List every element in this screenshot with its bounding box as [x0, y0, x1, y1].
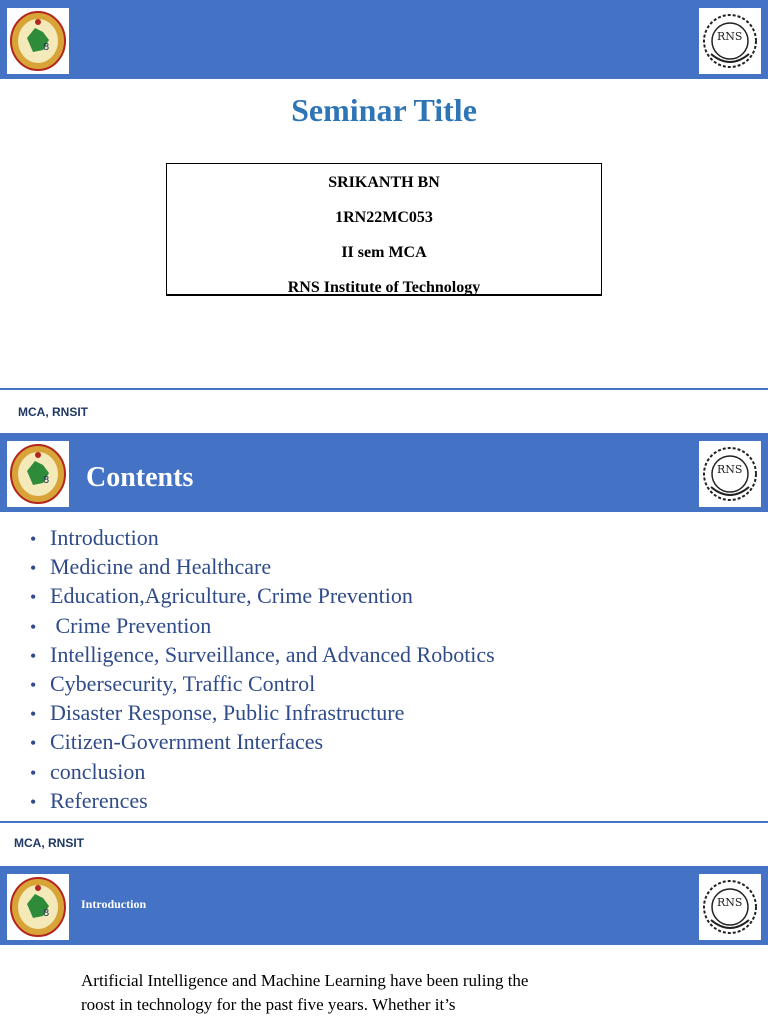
- body-line: roost in technology for the past five years. Whether it’s: [81, 995, 456, 1014]
- author-info-box: [166, 163, 602, 296]
- slide2-banner: [0, 433, 768, 512]
- bullet-icon: •: [30, 674, 37, 695]
- karnataka-emblem-icon: [7, 8, 69, 74]
- list-item: • Education,Agriculture, Crime Prevention: [30, 581, 495, 610]
- svg-text:8: 8: [43, 475, 50, 486]
- svg-text:8: 8: [43, 908, 50, 919]
- slide3-banner: [0, 866, 768, 945]
- slide1-footer: MCA, RNSIT: [18, 405, 88, 419]
- rns-logo-text: RNS: [717, 463, 743, 476]
- body-line: Artificial Intelligence and Machine Learning have been ruling the: [81, 971, 529, 990]
- rns-logo-text: RNS: [717, 30, 743, 43]
- list-item: • conclusion: [30, 757, 495, 786]
- introduction-body: [81, 969, 701, 1017]
- list-item: • Intelligence, Surveillance, and Advanced Robotics: [30, 640, 495, 669]
- list-item: • References: [30, 786, 495, 815]
- list-item: • Disaster Response, Public Infrastructure: [30, 698, 495, 727]
- karnataka-emblem-icon: [7, 874, 69, 940]
- contents-list: [30, 523, 495, 815]
- svg-text:8: 8: [43, 42, 50, 53]
- introduction-title: Introduction: [81, 897, 147, 911]
- bullet-icon: •: [30, 762, 37, 783]
- rns-logo-icon: [699, 441, 761, 507]
- slide2-footer-divider: [0, 821, 768, 823]
- bullet-icon: •: [30, 616, 37, 637]
- list-item: • Citizen-Government Interfaces: [30, 727, 495, 756]
- semester: II sem MCA: [341, 244, 427, 261]
- bullet-icon: •: [30, 529, 37, 549]
- bullet-icon: •: [30, 645, 37, 666]
- slide1-footer-divider: [0, 388, 768, 390]
- slide1-banner: [0, 0, 768, 79]
- seminar-title: Seminar Title: [291, 92, 477, 128]
- bullet-icon: •: [30, 558, 37, 579]
- slide2-footer: MCA, RNSIT: [14, 836, 84, 850]
- rns-logo-icon: [699, 8, 761, 74]
- contents-title: Contents: [86, 462, 194, 493]
- bullet-icon: •: [30, 704, 37, 725]
- bullet-icon: •: [30, 587, 37, 608]
- karnataka-emblem-icon: [7, 441, 69, 507]
- list-item: • Introduction: [30, 523, 495, 552]
- list-item: • Cybersecurity, Traffic Control: [30, 669, 495, 698]
- bullet-icon: •: [30, 733, 37, 754]
- list-item: • Medicine and Healthcare: [30, 552, 495, 581]
- list-item: • Crime Prevention: [30, 611, 495, 640]
- rns-logo-text: RNS: [717, 896, 743, 909]
- rns-logo-icon: [699, 874, 761, 940]
- institute-name: RNS Institute of Technology: [287, 279, 481, 296]
- bullet-icon: •: [30, 791, 37, 812]
- author-name: SRIKANTH BN: [328, 174, 440, 191]
- usn: 1RN22MC053: [335, 209, 433, 226]
